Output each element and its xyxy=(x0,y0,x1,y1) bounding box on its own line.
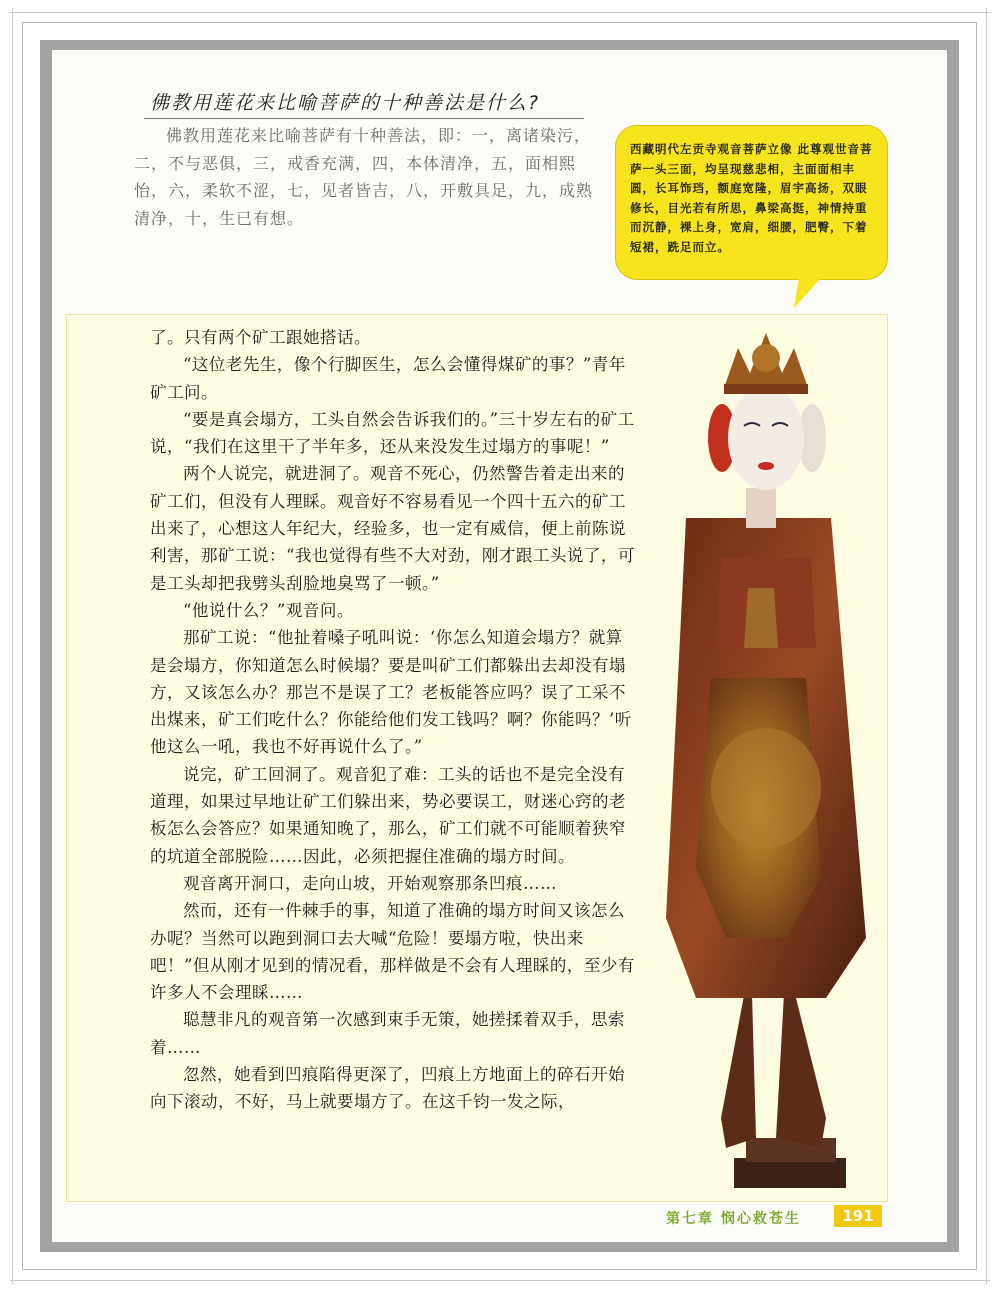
caption-text: 西藏明代左贡寺观音菩萨立像 此尊观世音菩萨一头三面，均呈现慈悲相，主面面相丰圆，长耳饰珰，额庭宽隆，眉宇高扬，双眼修长，目光若有所思，鼻梁高挺，神情持重而沉静，裸上身，宽肩，细腰，肥臀，下着短裙，跣足而立。 xyxy=(630,142,873,254)
chapter-label: 第七章 悯心救苍生 xyxy=(666,1211,801,1227)
frame-line-right xyxy=(986,8,987,1284)
frame-line-top xyxy=(10,12,990,13)
story-paragraph: “要是真会塌方，工头自然会告诉我们的。”三十岁左右的矿工说，“我们在这里干了半年多，还从来没发生过塌方的事呢！” xyxy=(150,409,635,457)
story-paragraph: 观音离开洞口，走向山坡，开始观察那条凹痕…… xyxy=(183,873,557,893)
story-text xyxy=(150,324,636,1116)
story-paragraph: “这位老先生，像个行脚医生，怎么会懂得煤矿的事？”青年矿工问。 xyxy=(150,355,626,402)
story-paragraph: 那矿工说：“他扯着嗓子吼叫说：‘你怎么知道会塌方？就算是会塌方，你知道怎么时候塌？要是叫矿工们都躲出去却没有塌方，又该怎么办？那岂不是误了工？老板能答应吗？误了工采不出煤来，矿工们吃什么？你能给他们发工钱吗？啊？你能吗？’听他这么一吼，我也不好再说什么了。” xyxy=(150,628,632,757)
story-paragraph: 说完，矿工回洞了。观音犯了难：工头的话也不是完全没有道理，如果过早地让矿工们躲出来，势必要误工，财迷心窍的老板怎么会答应？如果通知晚了，那么，矿工们就不可能顺着狭窄的坑道全部脱险……因此，必须把握住准确的塌方时间。 xyxy=(150,764,626,866)
story-paragraph: 忽然，她看到凹痕陷得更深了，凹痕上方地面上的碎石开始向下滚动，不好，马上就要塌方了。在这千钧一发之际， xyxy=(150,1065,625,1112)
story-paragraph: 两个人说完，就进洞了。观音不死心，仍然警告着走出来的矿工们，但没有人理睬。观音好不容易看见一个四十五六的矿工出来了，心想这人年纪大，经验多，也一定有威信，便上前陈说利害，那矿工说：“我也觉得有些不大对劲，刚才跟工头说了，可是工头却把我劈头刮脸地臭骂了一顿。” xyxy=(150,464,635,593)
frame-line-bottom xyxy=(10,1280,990,1281)
frame-line-left xyxy=(12,8,13,1284)
story-paragraph: 了。只有两个矿工跟她搭话。 xyxy=(150,328,371,347)
story-paragraph: 然而，还有一件棘手的事，知道了准确的塌方时间又该怎么办呢？当然可以跑到洞口去大喊“危险！要塌方啦，快出来吧！”但从刚才见到的情况看，那样做是不会有人理睬的，至少有许多人不会理睬…… xyxy=(150,901,635,1003)
qa-title-rule xyxy=(144,118,584,119)
book-page xyxy=(52,50,947,1242)
story-paragraph: “他说什么？”观音问。 xyxy=(183,600,354,620)
page-number: 191 xyxy=(834,1205,882,1227)
caption-bubble xyxy=(615,125,888,280)
qa-answer xyxy=(134,122,604,232)
story-paragraph: 聪慧非凡的观音第一次感到束手无策，她搓揉着双手，思索着…… xyxy=(150,1010,625,1057)
guanyin-statue-image xyxy=(626,318,886,1198)
qa-question: 佛教用莲花来比喻菩萨的十种善法是什么? xyxy=(150,92,541,114)
qa-answer-text: 佛教用莲花来比喻菩萨有十种善法，即：一，离诸染污，二，不与恶俱，三，戒香充满，四，本体清净，五，面相熙怡，六，柔软不涩，七，见者皆吉，八，开敷具足，九，成熟清净，十，生已有想。 xyxy=(134,126,594,228)
